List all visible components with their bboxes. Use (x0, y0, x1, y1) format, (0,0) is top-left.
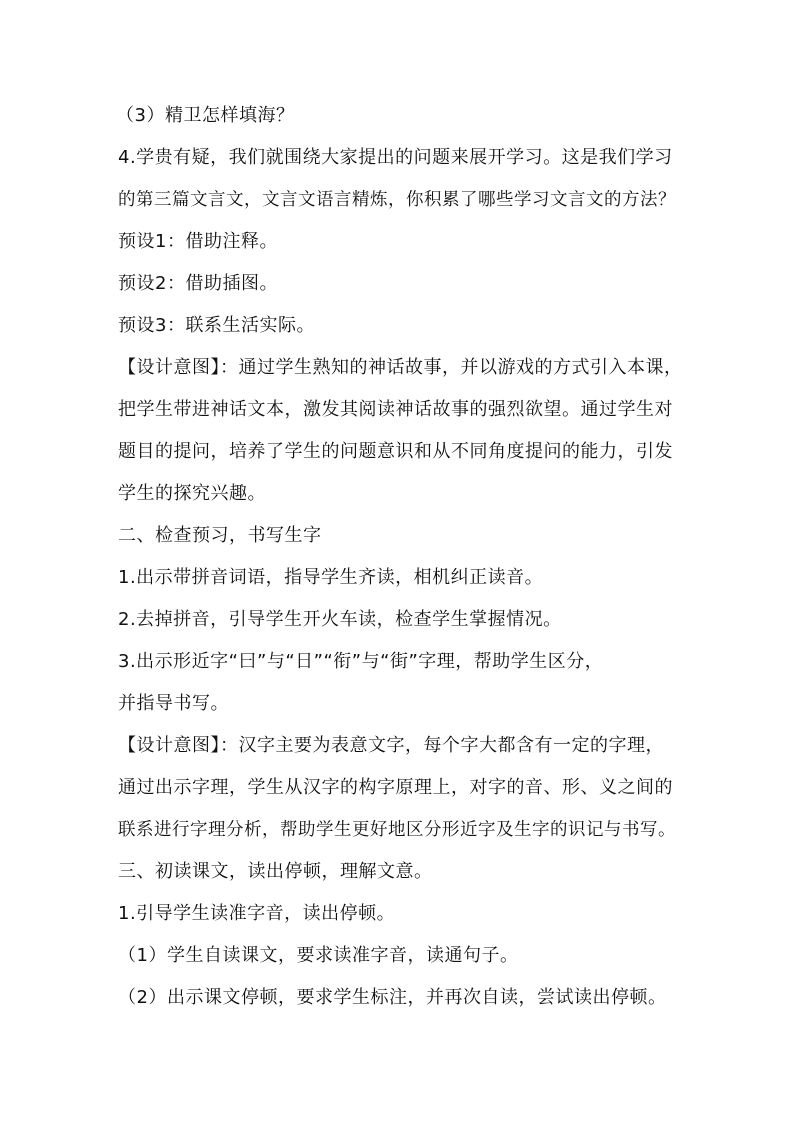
text-line-18: 联系进行字理分析，帮助学生更好地区分形近字及生字的识记与书写。 (118, 820, 676, 840)
text-line-16: 【设计意图】：汉字主要为表意文字，每个字大都含有一定的字理， (118, 735, 664, 756)
text-line-1: （3）精卫怎样填海？ (116, 105, 295, 126)
text-line-12: 1.出示带拼音词语，指导学生齐读，相机纠正读音。 (118, 567, 544, 588)
text-line-13: 2.去掉拼音，引导学生开火车读，检查学生掌握情况。 (118, 609, 562, 630)
text-line-17: 通过出示字理，学生从汉字的构字原理上，对字的音、形、义之间的 (118, 777, 673, 798)
text-line-19: 三、初读课文，读出停顿，理解文意。 (118, 861, 433, 882)
text-line-9: 题目的提问，培养了学生的问题意识和从不同角度提问的能力，引发 (118, 441, 673, 462)
text-line-3: 的第三篇文言文，文言文语言精炼，你积累了哪些学习文言文的方法？ (118, 190, 676, 210)
text-line-20: 1.引导学生读准字音，读出停顿。 (118, 903, 396, 924)
text-line-22: （2）出示课文停顿，要求学生标注，并再次自读，尝试读出停顿。 (118, 987, 667, 1008)
text-line-15: 并指导书写。 (118, 693, 229, 714)
text-line-2: 4.学贵有疑，我们就围绕大家提出的问题来展开学习。这是我们学习 (118, 147, 673, 168)
text-line-11: 二、检查预习，书写生字 (118, 525, 322, 546)
text-line-7: 【设计意图】：通过学生熟知的神话故事，并以游戏的方式引入本课， (118, 357, 683, 378)
text-line-14: 3.出示形近字“曰”与“日”“衔”与“街”字理，帮助学生区分， (118, 651, 604, 672)
text-line-4: 预设1：借助注释。 (118, 231, 278, 252)
text-line-6: 预设3：联系生活实际。 (118, 315, 315, 336)
text-line-10: 学生的探究兴趣。 (118, 483, 266, 504)
text-line-21: （1）学生自读课文，要求读准字音，读通句子。 (118, 945, 519, 966)
text-line-8: 把学生带进神话文本，激发其阅读神话故事的强烈欲望。通过学生对 (118, 399, 673, 420)
text-line-5: 预设2：借助插图。 (118, 273, 278, 294)
